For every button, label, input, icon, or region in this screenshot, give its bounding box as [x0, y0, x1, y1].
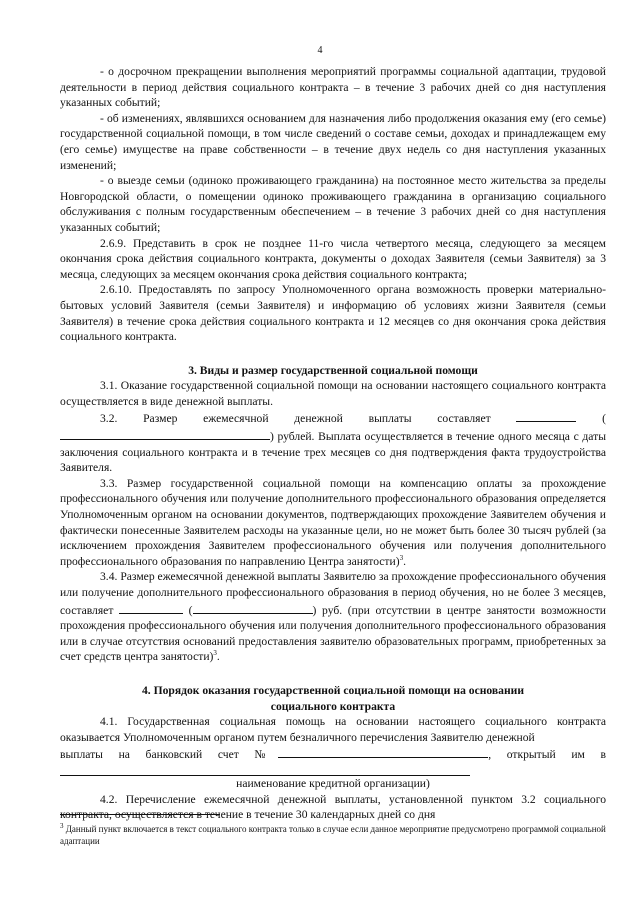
paragraph: - о досрочном прекращении выполнения мероприятий программы социальной адаптации, трудовой деятельности в период действия социального контракта – в течение 3 рабочих дней со дня наступления указанных событий; [60, 65, 606, 110]
page-number: 4 [317, 45, 323, 56]
account-label: выплаты на банковский счет № [60, 748, 279, 762]
p32-open: ( [602, 412, 607, 426]
paragraph-3-2 [60, 409, 606, 475]
footnote-divider [60, 814, 220, 815]
footnote-mark: 3 [60, 822, 64, 830]
footnote [60, 823, 606, 847]
p34-rest: ) руб. (при отсутствии в центре занятости возможности прохождения профессионального обучения или получения дополнительного профессионального образования или в случае отсутствия оснований предоставления заявителю образовательных программ, приобретенных за счет средств центра занятости) [60, 603, 606, 664]
blank-line [516, 409, 576, 422]
page-body [60, 64, 606, 823]
blank-line [60, 763, 470, 776]
paragraph-3-4 [60, 569, 606, 665]
account-tail: , открытый им в [488, 748, 606, 762]
paragraph-4-1: 4.1. Государственная социальная помощь на основании настоящего социального контракта оказывается Уполномоченным органом путем безналичного перечисления Заявителю денежной [60, 715, 606, 744]
paragraph: - о выезде семьи (одиноко проживающего гражданина) на постоянное место жительства за пределы Новгородской области, о помещении одиноко проживающего гражданина в организацию социального обслуживания с полным государственным обеспечением – в течение 3 рабочих дней со дня наступления указанных событий; [60, 174, 606, 234]
footnote-ref: 3 [213, 649, 217, 658]
p32-rest: ) рублей. Выплата осуществляется в течение одного месяца с даты заключения социального контракта и в течение трех месяцев со дня подтверждения факта трудоустройства Заявителя. [60, 430, 606, 475]
section-3-heading: 3. Виды и размер государственной социальной помощи [188, 363, 478, 377]
section-4-heading-line2: социального контракта [270, 699, 396, 713]
footnote-text: Данный пункт включается в текст социального контракта только в случае если данное мероприятие предусмотрено программой социальной адаптации [60, 824, 606, 846]
paragraph: 2.6.9. Представить в срок не позднее 11-го числа четвертого месяца, следующего за месяцем окончания срока действия социального контракта, документы о доходах Заявителя (семьи Заявителя) за 3 месяца, следующих за месяцем окончания срока действия социального контракта; [60, 236, 606, 281]
p34-end: . [216, 650, 220, 664]
p32-text: 3.2. Размер ежемесячной денежной выплаты составляет [100, 412, 491, 426]
paragraph-3-3: 3.3. Размер государственной социальной помощи на компенсацию оплаты за прохождение профессионального обучения или получение дополнительного профессионального образования определяется Уполномоченным органом на основании документов, подтверждающих прохождение Заявителем обучения и фактически понесенные Заявителем расходы на указанные цели, но не может быть более 30 тысяч рублей (за исключением прохождения Заявителем профессионального обучения или получения дополнительного профессионального образования по направлению Центра занятости)$^3$. [60, 476, 606, 568]
paragraph-3-1: 3.1. Оказание государственной социальной помощи на основании настоящего социального контракта осуществляется в виде денежной выплаты. [60, 379, 606, 408]
footnote-ref: 3 [399, 553, 404, 562]
p34-open: ( [188, 603, 193, 617]
blank-line [60, 427, 270, 440]
p33-text: 3.3. Размер государственной социальной помощи на компенсацию оплаты за прохождение профессионального обучения или получение дополнительного профессионального образования определяется Уполномоченным органом на основании документов, подтверждающих прохождение Заявителем обучения и фактически понесенные Заявителем расходы на указанные цели, но не может быть более 30 тысяч рублей (за исключением прохождения Заявителем профессионального обучения или получения дополнительного профессионального образования по направлению Центра занятости) [60, 476, 606, 568]
paragraph-4-1-account [60, 745, 606, 763]
paragraph: 2.6.10. Предоставлять по запросу Уполномоченного органа возможность проверки материально-бытовых условий Заявителя (семьи Заявителя) и информацию об условиях жизни Заявителя (семьи Заявителя) в течение срока действия социального контракта и 12 месяцев со дня окончания срока действия социального контракта. [60, 283, 606, 344]
paragraph: - об изменениях, являвшихся основанием для назначения либо продолжения оказания ему (его семье) государственной социальной помощи, в том числе сведений о составе семьи, доходах и принадлежащем ему (его семье) имуществе на праве собственности – в течение двух недель со дня наступления указанных изменений; [60, 111, 606, 172]
blank-line [119, 601, 183, 614]
blank-line [193, 601, 313, 614]
paragraph-4-2: 4.2. Перечисление ежемесячной денежной выплаты, установленной пунктом 3.2 социального контракта, осуществляется в течение в течение 30 календарных дней со дня [60, 792, 606, 822]
blank-line [278, 745, 488, 758]
section-4-heading-line1: 4. Порядок оказания государственной социальной помощи на основании [141, 683, 525, 697]
p34-text: 3.4. Размер ежемесячной денежной выплаты Заявителю за прохождение профессионального обучения или получение дополнительного профессионального образования в период обучения, но не более 3 месяцев, составляет [60, 570, 606, 617]
caption-bank-name: наименование кредитной организации) [236, 776, 430, 790]
